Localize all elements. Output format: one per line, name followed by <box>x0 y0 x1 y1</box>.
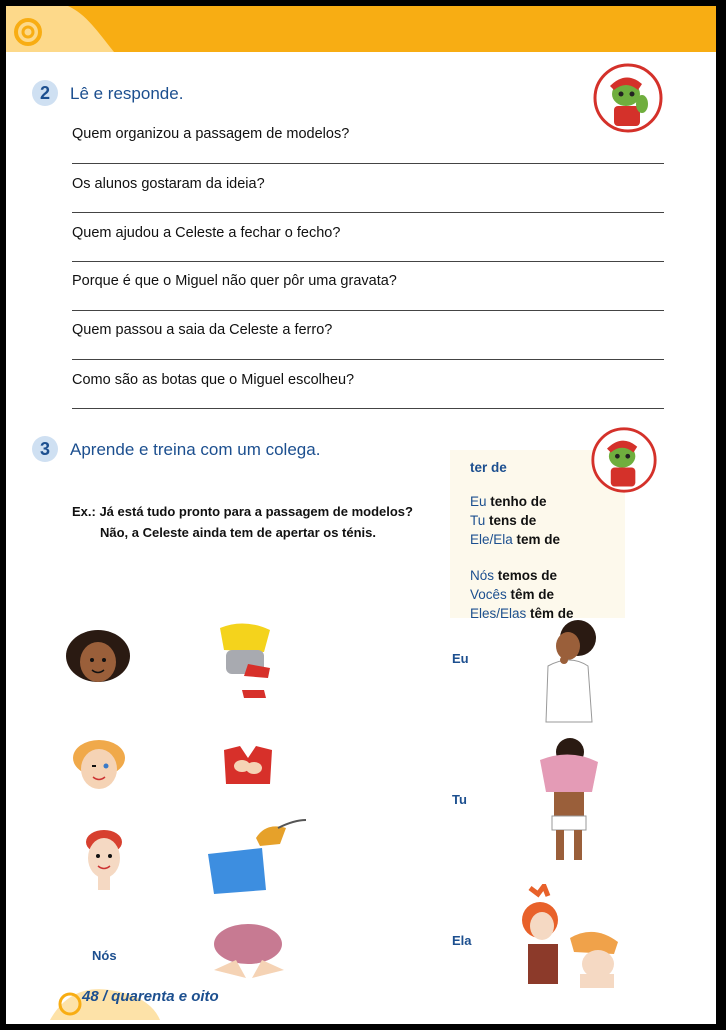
conj-row-ele: Ele/Ela tem de <box>470 532 561 547</box>
header-bar <box>6 6 716 52</box>
conj-row-nos: Nós temos de <box>470 568 558 583</box>
question-3: Quem ajudou a Celeste a fechar o fecho? <box>72 225 341 241</box>
conj-row-tu: Tu tens de <box>470 513 537 528</box>
conj-row-eu: Eu tenho de <box>470 494 547 509</box>
label-nos: Nós <box>92 948 117 963</box>
child-taking-off-shirt-icon <box>532 738 604 862</box>
answer-line-4[interactable] <box>72 310 664 311</box>
exercise-2-title: Lê e responde. <box>70 84 184 103</box>
page-number: 48 / quarenta e oito <box>82 988 219 1005</box>
label-tu: Tu <box>452 792 467 807</box>
answer-line-3[interactable] <box>72 261 664 262</box>
question-4: Porque é que o Miguel não quer pôr uma gravata? <box>72 273 397 289</box>
boy-face-blond-icon <box>70 736 128 794</box>
answer-line-2[interactable] <box>72 212 664 213</box>
girl-face-curly-hair-icon <box>64 628 132 690</box>
label-eu: Eu <box>452 651 469 666</box>
question-1: Quem organizou a passagem de modelos? <box>72 126 350 142</box>
conj-row-eles: Eles/Elas têm de <box>470 606 574 621</box>
swirl-decoration-icon <box>6 6 114 52</box>
exercise-3-number: 3 <box>32 436 58 462</box>
turtle-mascot-icon <box>592 62 664 134</box>
workbook-page <box>6 6 716 1024</box>
question-2: Os alunos gostaram da ideia? <box>72 176 265 192</box>
answer-line-5[interactable] <box>72 359 664 360</box>
ironing-trousers-icon <box>204 814 308 896</box>
answer-line-1[interactable] <box>72 163 664 164</box>
example-answer: Não, a Celeste ainda tem de apertar os ténis. <box>100 525 376 540</box>
label-ela: Ela <box>452 933 472 948</box>
child-tying-shoes-icon <box>214 618 278 704</box>
answer-line-6[interactable] <box>72 408 664 409</box>
question-5: Quem passou a saia da Celeste a ferro? <box>72 322 333 338</box>
turtle-mascot-icon-2 <box>590 426 658 494</box>
girl-thinking-icon <box>534 618 604 724</box>
exercise-2-number: 2 <box>32 80 58 106</box>
exercise-3-title: Aprende e treina com um colega. <box>70 440 321 459</box>
question-6: Como são as botas que o Miguel escolheu? <box>72 372 355 388</box>
example-question: Ex.: Já está tudo pronto para a passagem de modelos? <box>72 504 413 519</box>
tying-bag-icon <box>206 920 292 984</box>
girl-combing-hair-icon <box>518 884 626 990</box>
boy-face-red-hair-icon <box>80 826 130 892</box>
verb-heading: ter de <box>470 460 507 475</box>
conj-row-voces: Vocês têm de <box>470 587 555 602</box>
buttoning-shirt-icon <box>218 744 278 790</box>
